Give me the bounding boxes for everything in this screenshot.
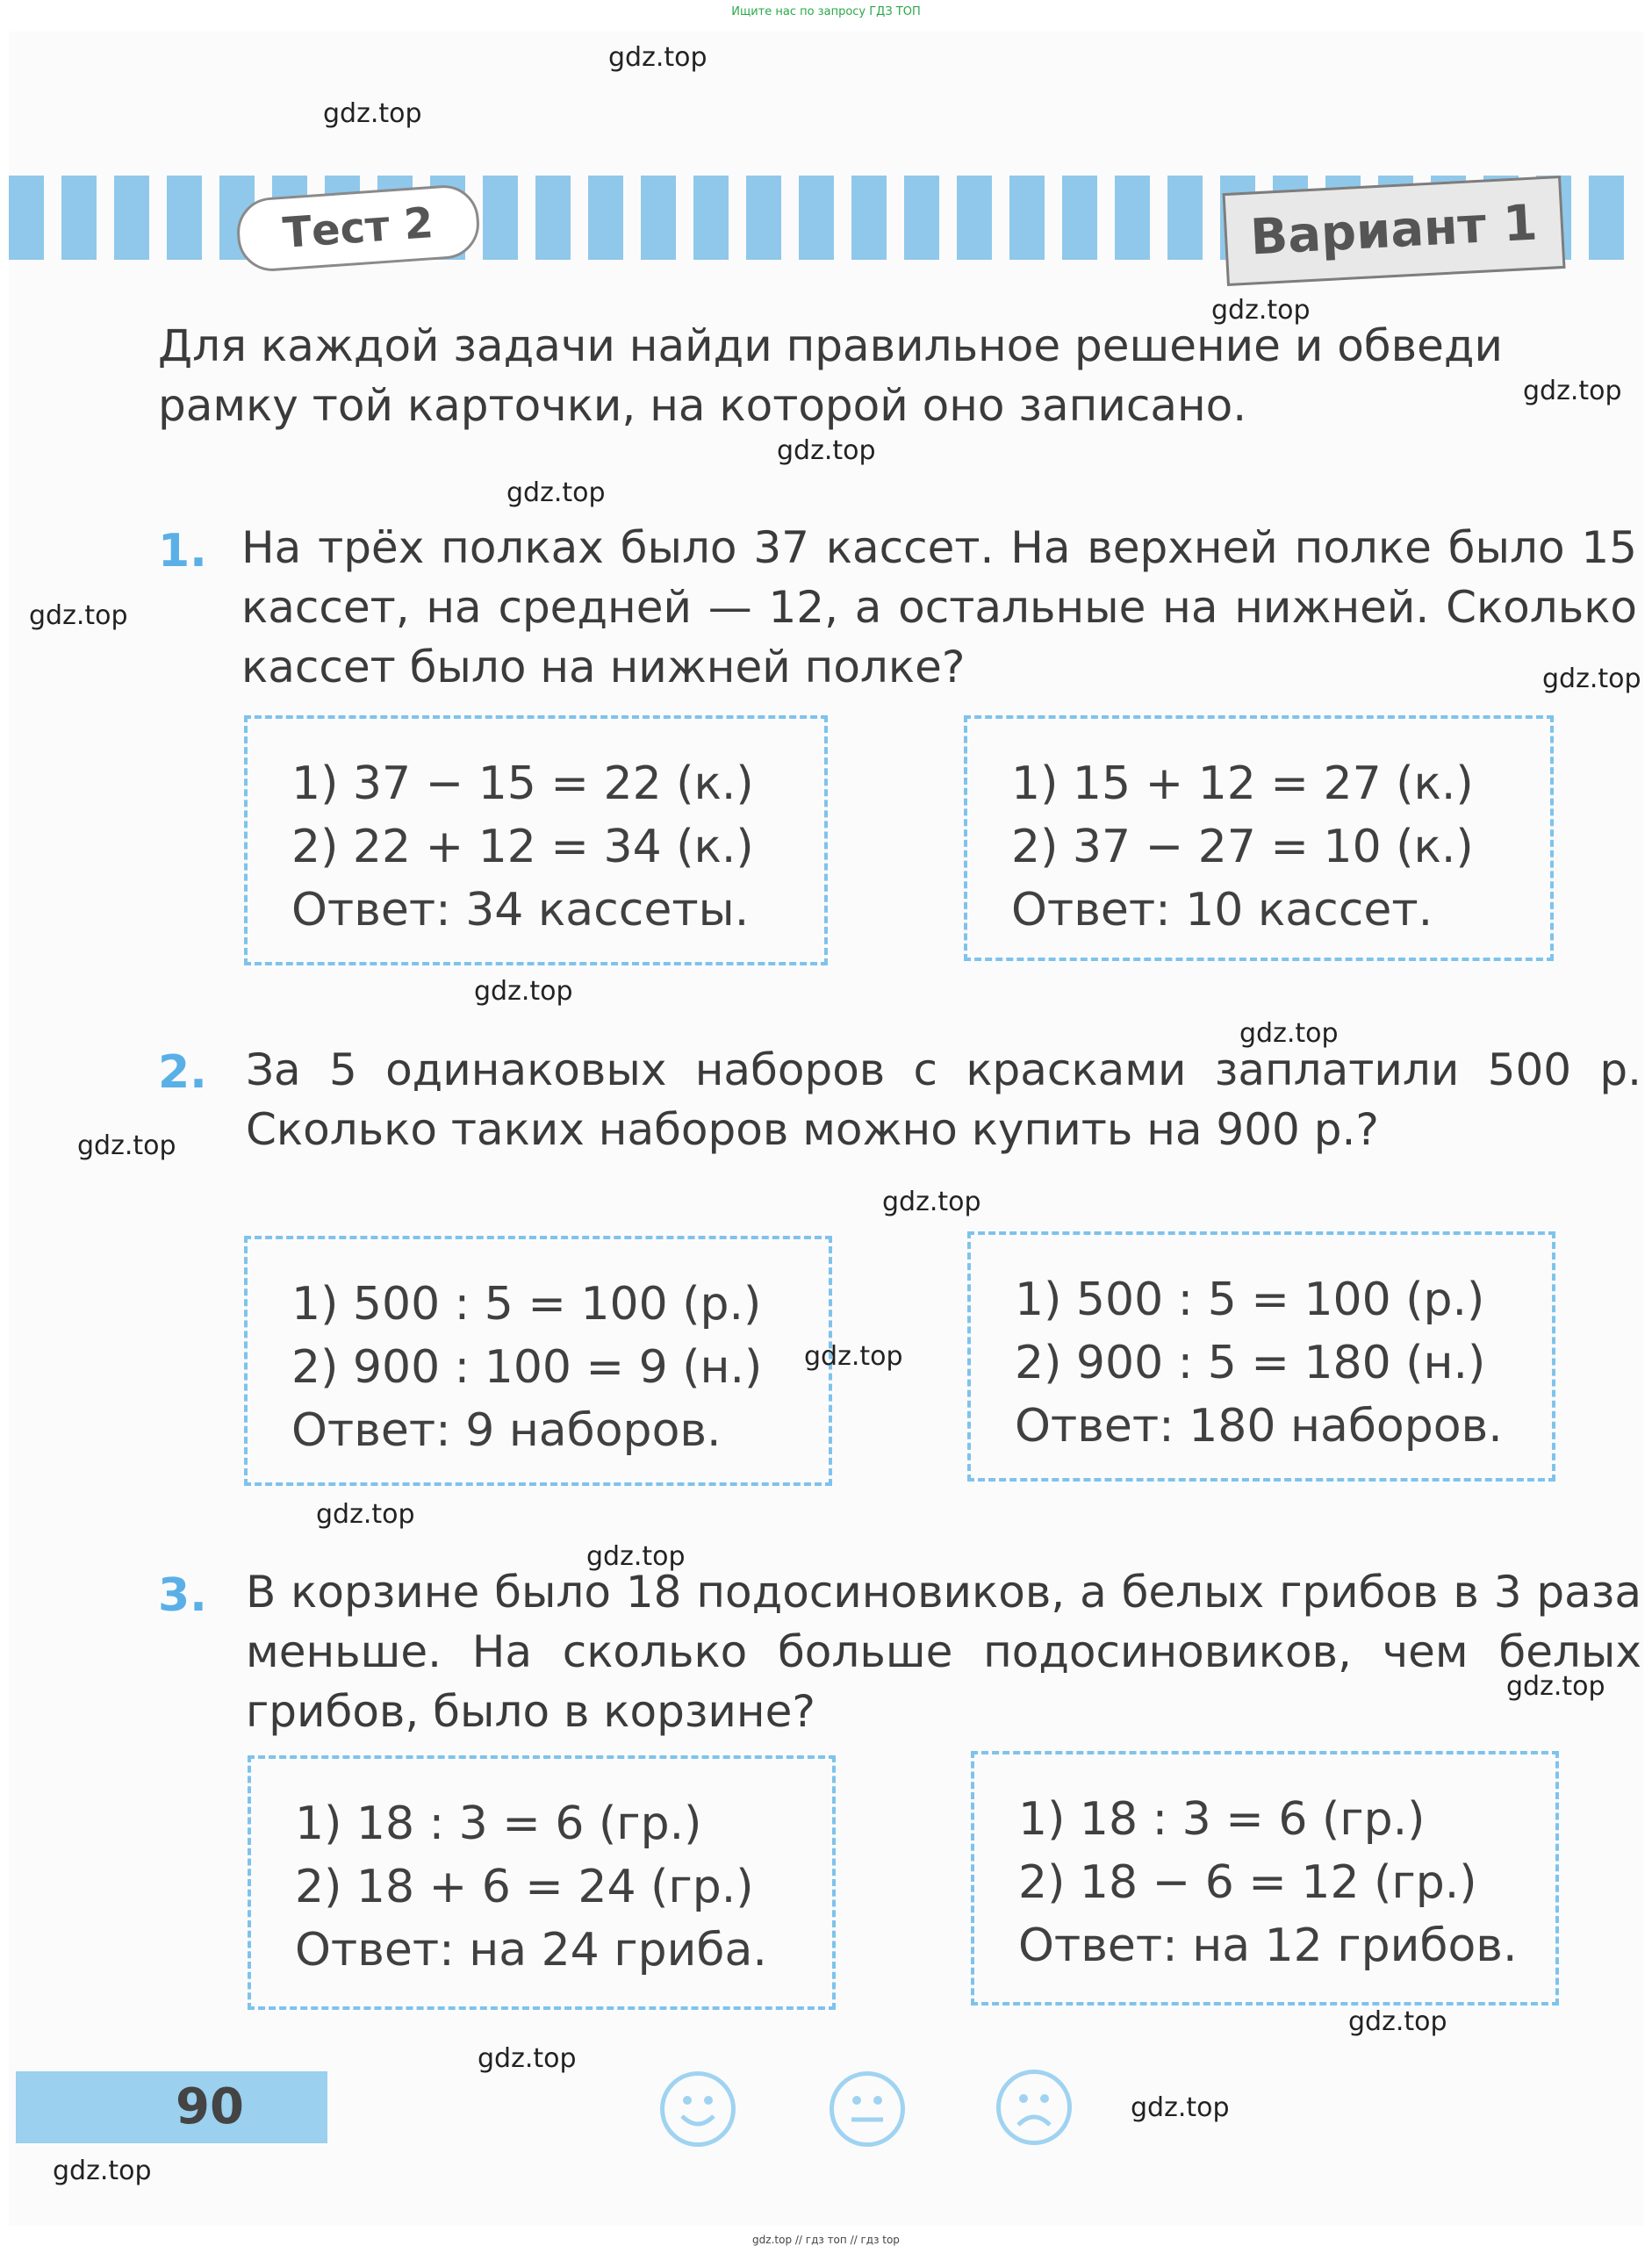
task-text: За 5 одинаковых наборов с красками заплатили 500 р. Сколько таких наборов можно купить на 900 р.?	[246, 1044, 1641, 1155]
watermark: gdz.top	[316, 1499, 415, 1530]
watermark: gdz.top	[608, 42, 707, 73]
watermark: gdz.top	[1542, 664, 1641, 694]
solution-answer: Ответ: 10 кассет.	[1011, 884, 1433, 936]
bottom-note: gdz.top // гдз топ // гдз top	[752, 2234, 900, 2246]
task-number: 1.	[158, 525, 207, 578]
solution-card[interactable]	[967, 1231, 1555, 1482]
solution-answer: Ответ: 180 наборов.	[1015, 1400, 1503, 1453]
solution-step: 1) 500 : 5 = 100 (р.)	[291, 1278, 762, 1331]
solution-card[interactable]	[244, 1236, 832, 1486]
solution-step: 1) 500 : 5 = 100 (р.)	[1015, 1274, 1485, 1326]
watermark: gdz.top	[53, 2156, 152, 2186]
task-number: 3.	[158, 1569, 207, 1622]
smile-face-icon[interactable]	[660, 2071, 736, 2147]
solution-step: 2) 37 − 27 = 10 (к.)	[1011, 821, 1474, 873]
watermark: gdz.top	[1506, 1671, 1605, 1702]
solution-answer: Ответ: на 24 гриба.	[295, 1924, 767, 1977]
variant-label: Вариант 1	[1222, 176, 1565, 286]
task-text: На трёх полках было 37 кассет. На верхней полке было 15 кассет, на средней — 12, а остальные на нижней. Сколько кассет было на нижней полке?	[241, 522, 1637, 692]
solution-card[interactable]	[244, 715, 828, 965]
solution-step: 2) 18 + 6 = 24 (гр.)	[295, 1861, 754, 1913]
solution-step: 1) 18 : 3 = 6 (гр.)	[1018, 1793, 1426, 1846]
solution-step: 1) 15 + 12 = 27 (к.)	[1011, 757, 1474, 810]
solution-step: 2) 22 + 12 = 34 (к.)	[291, 821, 754, 873]
watermark: gdz.top	[506, 477, 606, 508]
solution-card[interactable]	[248, 1755, 836, 2010]
solution-card[interactable]	[971, 1751, 1559, 2005]
solution-step: 2) 900 : 5 = 180 (н.)	[1015, 1337, 1486, 1389]
solution-step: 1) 18 : 3 = 6 (гр.)	[295, 1797, 702, 1850]
watermark: gdz.top	[29, 600, 128, 631]
sad-face-icon[interactable]	[996, 2070, 1072, 2145]
watermark: gdz.top	[1131, 2092, 1230, 2123]
solution-answer: Ответ: на 12 грибов.	[1018, 1919, 1518, 1972]
watermark: gdz.top	[1239, 1018, 1339, 1049]
page-number: 90	[176, 2078, 244, 2135]
page-number-bar	[16, 2071, 327, 2143]
solution-answer: Ответ: 9 наборов.	[291, 1404, 722, 1457]
solution-answer: Ответ: 34 кассеты.	[291, 884, 750, 936]
instructions: Для каждой задачи найди правильное решение и обведи рамку той карточки, на которой оно записано.	[158, 320, 1503, 431]
watermark: gdz.top	[478, 2043, 577, 2074]
test-label: Тест 2	[234, 183, 481, 273]
watermark: gdz.top	[777, 435, 876, 466]
solution-step: 1) 37 − 15 = 22 (к.)	[291, 757, 754, 810]
watermark: gdz.top	[586, 1541, 686, 1572]
watermark: gdz.top	[1523, 376, 1622, 406]
watermark: gdz.top	[882, 1187, 981, 1217]
task-text: В корзине было 18 подосиновиков, а белых грибов в 3 раза меньше. На сколько больше подосиновиков, чем белых грибов, было в корзине?	[246, 1567, 1641, 1737]
watermark: gdz.top	[323, 98, 422, 129]
watermark: gdz.top	[804, 1341, 903, 1372]
solution-step: 2) 18 − 6 = 12 (гр.)	[1018, 1856, 1477, 1909]
neutral-face-icon[interactable]	[830, 2071, 905, 2147]
solution-card[interactable]	[964, 715, 1554, 961]
solution-step: 2) 900 : 100 = 9 (н.)	[291, 1341, 763, 1394]
top-note: Ищите нас по запросу ГДЗ ТОП	[731, 5, 921, 18]
watermark: gdz.top	[1211, 295, 1311, 326]
task-number: 2.	[158, 1046, 207, 1099]
watermark: gdz.top	[77, 1130, 176, 1161]
watermark: gdz.top	[474, 976, 573, 1007]
watermark: gdz.top	[1348, 2006, 1447, 2037]
